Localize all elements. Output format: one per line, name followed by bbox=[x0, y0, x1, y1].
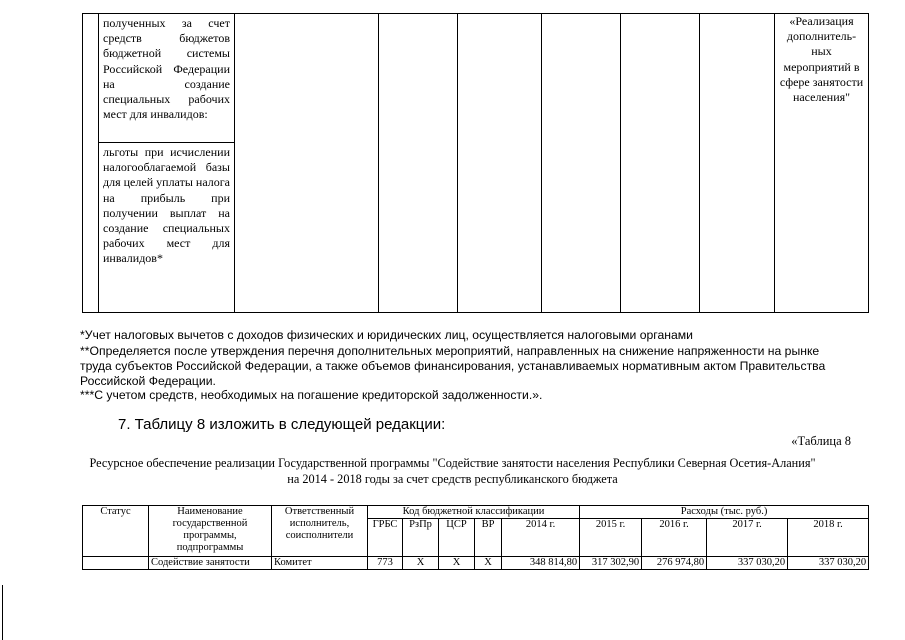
empty-cell bbox=[542, 14, 621, 313]
footnote-1: *Учет налоговых вычетов с доходов физических и юридических лиц, осуществляется налоговыми органами bbox=[80, 328, 693, 342]
header-csr: ЦСР bbox=[439, 519, 475, 557]
row-2016: 276 974,80 bbox=[642, 557, 707, 570]
row-rzpr: Х bbox=[403, 557, 439, 570]
row-2018: 337 030,20 bbox=[788, 557, 869, 570]
empty-cell bbox=[379, 14, 458, 313]
footnote-2: **Определяется после утверждения перечня дополнительных мероприятий, направленных на снижение напряженности на рынке труда субъектов Российской Федерации, а также объемов финансирования, устанавливаемых нормативным актом Правительства Российской Федерации. bbox=[80, 344, 826, 388]
row-name: Содействие занятости bbox=[149, 557, 272, 570]
description-cell bbox=[99, 14, 235, 313]
scan-edge-mark bbox=[2, 585, 3, 640]
row-csr: Х bbox=[439, 557, 475, 570]
header-responsible: Ответственный исполнитель, соисполнители bbox=[272, 506, 368, 557]
empty-cell bbox=[621, 14, 700, 313]
header-expenses: Расходы (тыс. руб.) bbox=[580, 506, 869, 519]
header-name: Наименование государственной программы, подпрограммы bbox=[149, 506, 272, 557]
row-responsible: Комитет bbox=[272, 557, 368, 570]
header-status: Статус bbox=[83, 506, 149, 557]
header-2014: 2014 г. bbox=[502, 519, 580, 557]
row-status bbox=[83, 557, 149, 570]
empty-cell bbox=[700, 14, 775, 313]
header-vr: ВР bbox=[475, 519, 502, 557]
resource-table bbox=[82, 505, 869, 570]
row-grbs: 773 bbox=[368, 557, 403, 570]
row-vr: Х bbox=[475, 557, 502, 570]
header-2015: 2015 г. bbox=[580, 519, 642, 557]
cell-text-part2: льготы при исчислении налогооблагаемой базы для целей уплаты налога на прибыль при получении выплат на создание специальных рабочих мест для инвалидов* bbox=[99, 142, 234, 267]
row-2014: 348 814,80 bbox=[502, 557, 580, 570]
header-2017: 2017 г. bbox=[707, 519, 788, 557]
continued-table bbox=[82, 13, 869, 313]
program-text: «Реализация дополнитель-ных мероприятий в сфере занятости населения" bbox=[779, 14, 864, 105]
row-2015: 317 302,90 bbox=[580, 557, 642, 570]
empty-cell bbox=[458, 14, 542, 313]
empty-cell bbox=[83, 14, 99, 313]
header-rzpr: РзПр bbox=[403, 519, 439, 557]
cell-text-part1: полученных за счет средств бюджетов бюджетной системы Российской Федерации на создание специальных рабочих мест для инвалидов: bbox=[103, 16, 230, 122]
table-title-line1: Ресурсное обеспечение реализации Государственной программы "Содействие занятости населения Республики Северная Осетия-Алания" bbox=[89, 456, 816, 470]
header-budget-code: Код бюджетной классификации bbox=[368, 506, 580, 519]
table-title-line2: на 2014 - 2018 годы за счет средств республиканского бюджета bbox=[287, 472, 618, 486]
header-grbs: ГРБС bbox=[368, 519, 403, 557]
footnote-3: ***С учетом средств, необходимых на погашение кредиторской задолженности.». bbox=[80, 388, 543, 402]
program-cell bbox=[775, 14, 869, 313]
header-2016: 2016 г. bbox=[642, 519, 707, 557]
row-2017: 337 030,20 bbox=[707, 557, 788, 570]
section-heading: 7. Таблицу 8 изложить в следующей редакции: bbox=[118, 416, 446, 433]
empty-cell bbox=[235, 14, 379, 313]
table-reference: «Таблица 8 bbox=[791, 434, 851, 448]
table-row bbox=[83, 557, 869, 570]
header-2018: 2018 г. bbox=[788, 519, 869, 557]
